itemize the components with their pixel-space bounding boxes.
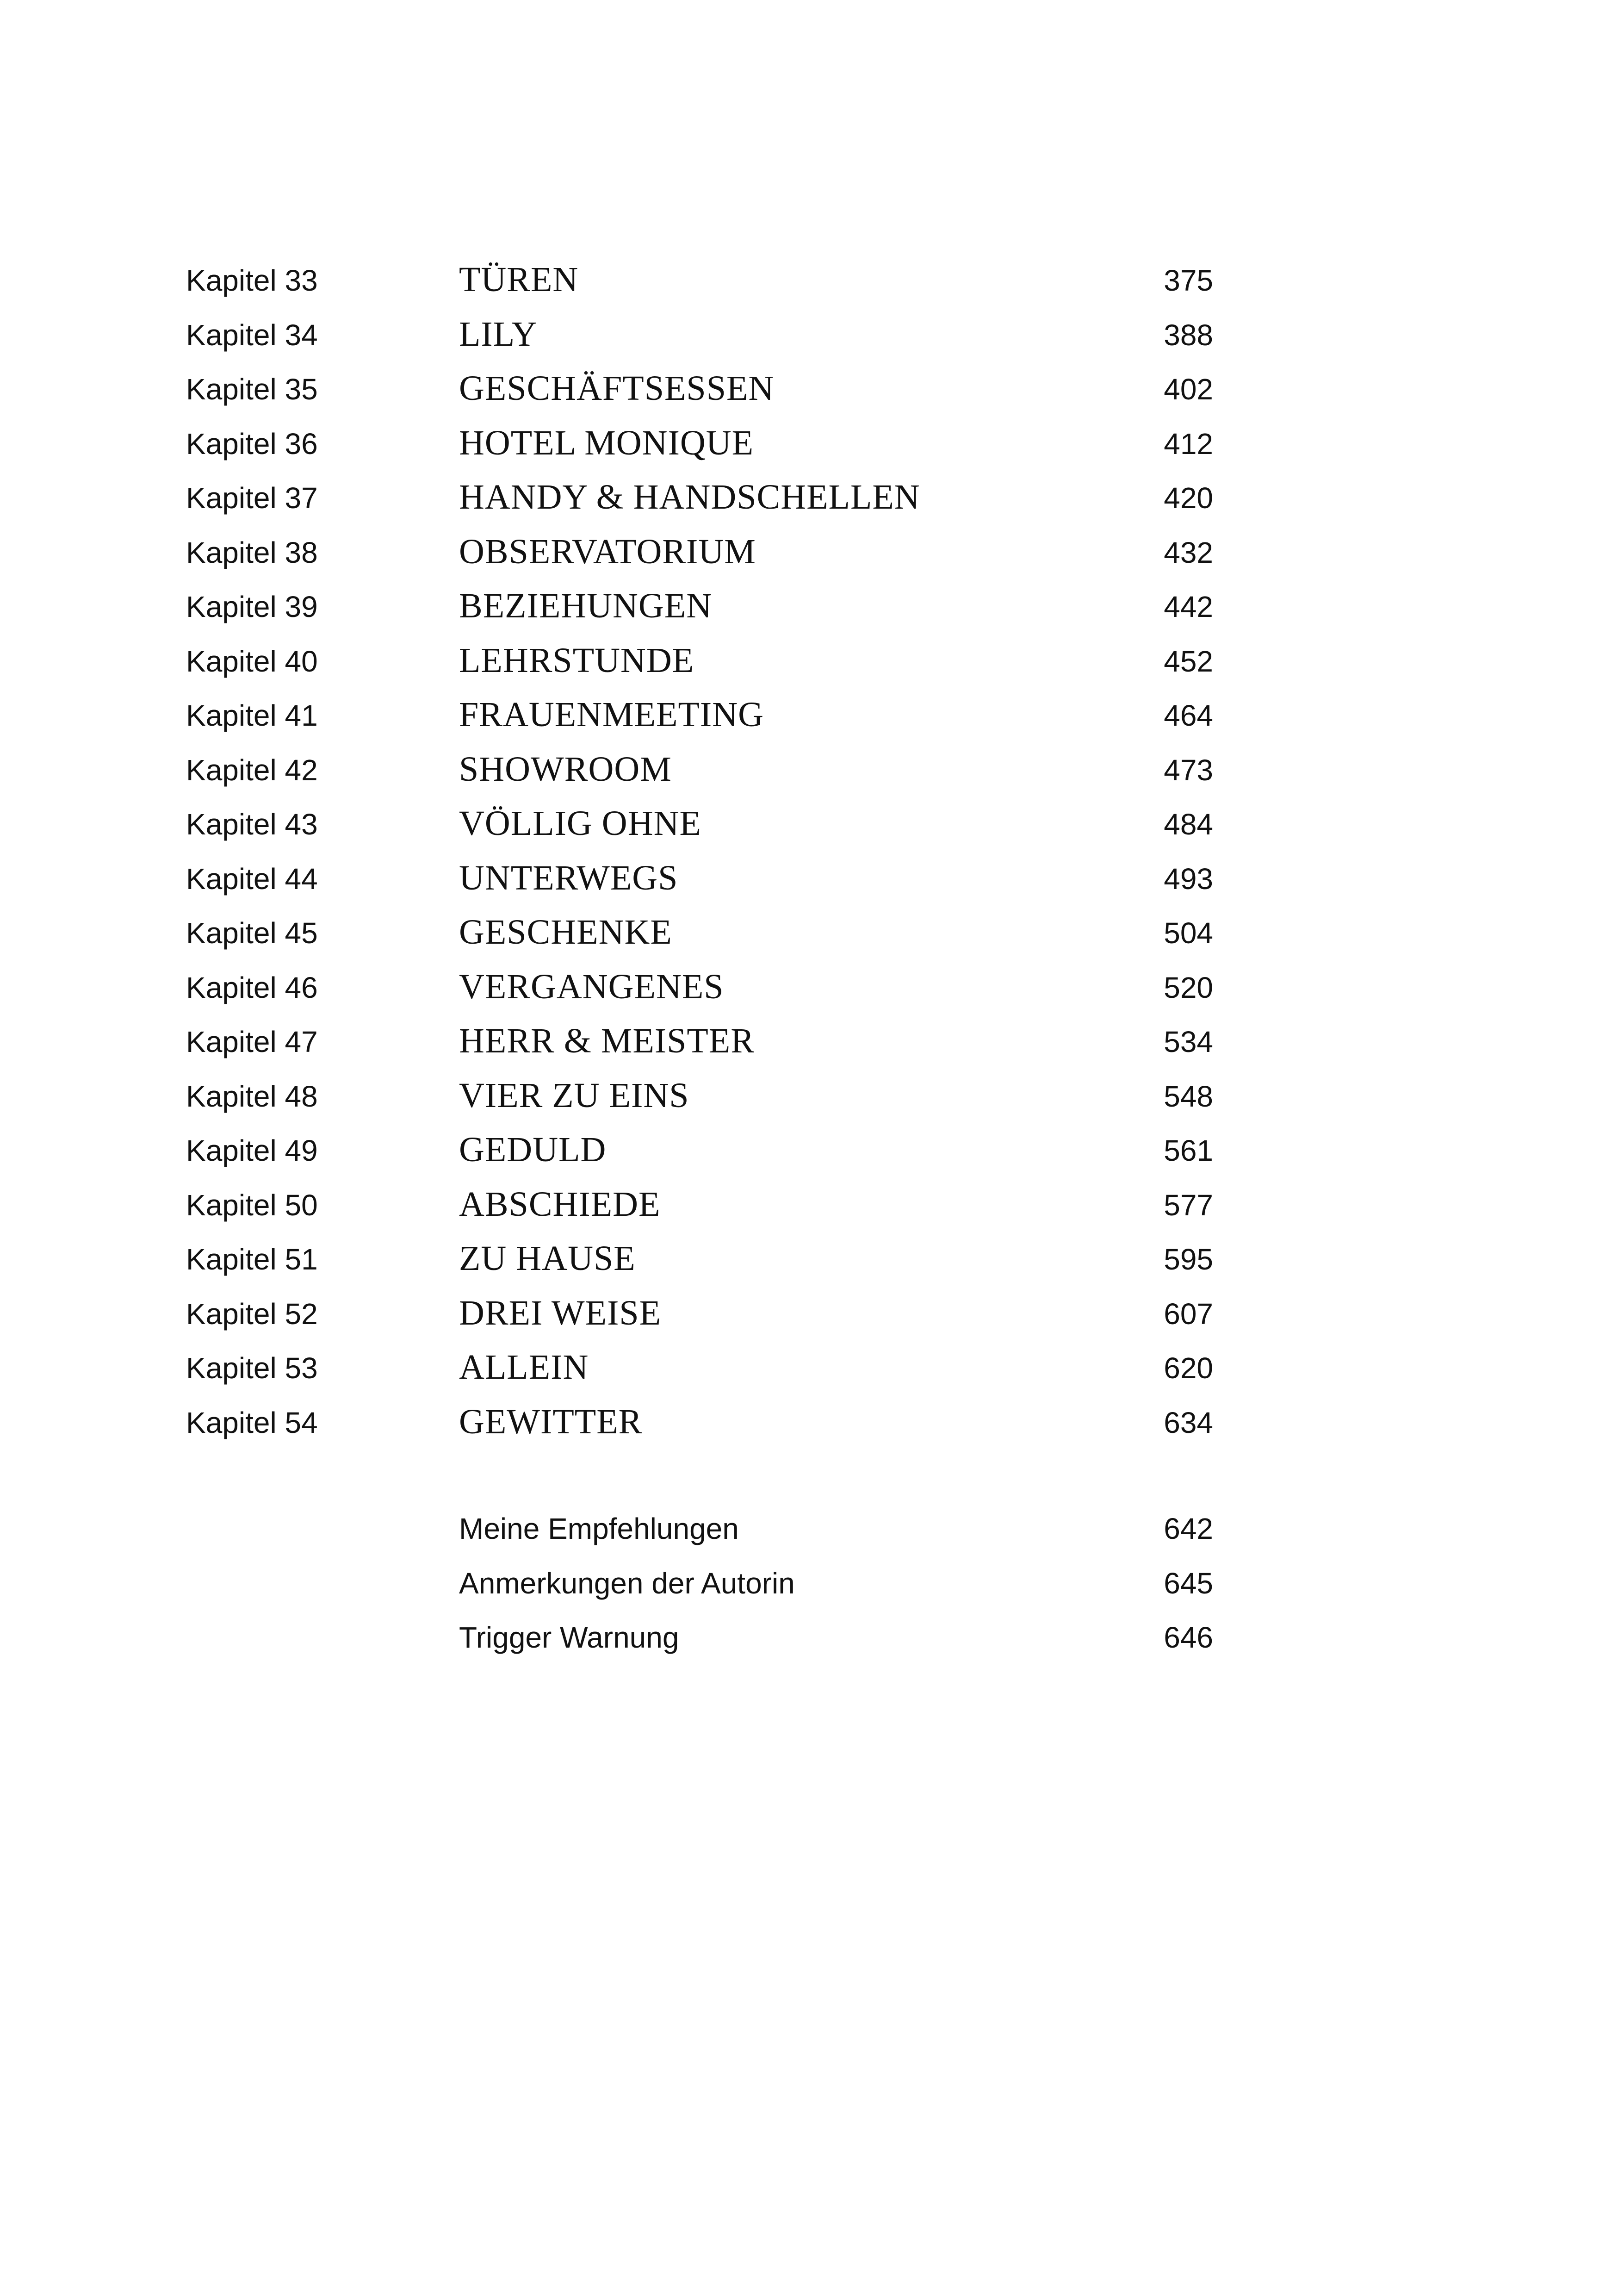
page-number: 504 — [1164, 916, 1213, 950]
chapter-title: ALLEIN — [459, 1348, 589, 1387]
page-number: 620 — [1164, 1351, 1213, 1385]
chapter-number: Kapitel 45 — [186, 916, 318, 950]
chapter-number: Kapitel 39 — [186, 590, 318, 623]
page-number: 452 — [1164, 644, 1213, 678]
chapter-number: Kapitel 40 — [186, 644, 318, 678]
chapter-number: Kapitel 36 — [186, 427, 318, 460]
toc-row — [186, 417, 1213, 472]
appendix-list — [186, 1502, 1213, 1665]
appendix-row — [186, 1502, 1213, 1556]
page-number: 484 — [1164, 808, 1213, 841]
toc-row — [186, 689, 1213, 743]
appendix-title: Anmerkungen der Autorin — [459, 1566, 795, 1600]
chapter-title: BEZIEHUNGEN — [459, 586, 713, 625]
chapter-title: VIER ZU EINS — [459, 1076, 689, 1115]
chapter-title: FRAUENMEETING — [459, 695, 764, 734]
chapter-title: OBSERVATORIUM — [459, 532, 756, 571]
chapter-title: HANDY & HANDSCHELLEN — [459, 478, 920, 516]
chapter-number: Kapitel 50 — [186, 1188, 318, 1222]
page-number: 642 — [1164, 1512, 1213, 1545]
chapter-title: LILY — [459, 314, 538, 354]
page-number: 412 — [1164, 427, 1213, 460]
table-of-contents — [186, 254, 1213, 1450]
page-number: 595 — [1164, 1243, 1213, 1276]
toc-row — [186, 1015, 1213, 1070]
page-number: 646 — [1164, 1621, 1213, 1654]
chapter-number: Kapitel 43 — [186, 808, 318, 841]
toc-row — [186, 1396, 1213, 1450]
toc-row — [186, 254, 1213, 308]
toc-row — [186, 1070, 1213, 1124]
page-number: 607 — [1164, 1297, 1213, 1331]
toc-row — [186, 526, 1213, 580]
page-number: 388 — [1164, 318, 1213, 352]
toc-row — [186, 635, 1213, 689]
chapter-title: HOTEL MONIQUE — [459, 423, 754, 462]
toc-row — [186, 1178, 1213, 1233]
chapter-number: Kapitel 54 — [186, 1406, 318, 1439]
page-number: 493 — [1164, 862, 1213, 896]
chapter-title: DREI WEISE — [459, 1293, 662, 1332]
toc-row — [186, 580, 1213, 635]
chapter-title: SHOWROOM — [459, 749, 672, 789]
toc-row — [186, 1232, 1213, 1287]
chapter-number: Kapitel 51 — [186, 1243, 318, 1276]
appendix-title: Meine Empfehlungen — [459, 1512, 739, 1545]
page-number: 442 — [1164, 590, 1213, 623]
toc-row — [186, 797, 1213, 852]
appendix-row — [186, 1556, 1213, 1611]
page-number: 402 — [1164, 373, 1213, 406]
page-number: 520 — [1164, 971, 1213, 1004]
chapter-title: GEDULD — [459, 1130, 607, 1169]
chapter-title: GEWITTER — [459, 1402, 643, 1441]
page-number: 634 — [1164, 1406, 1213, 1439]
page-number: 375 — [1164, 264, 1213, 297]
chapter-number: Kapitel 42 — [186, 753, 318, 787]
toc-row — [186, 852, 1213, 907]
chapter-number: Kapitel 37 — [186, 481, 318, 515]
chapter-title: GESCHÄFTSESSEN — [459, 369, 775, 408]
appendix-title: Trigger Warnung — [459, 1621, 679, 1654]
chapter-title: HERR & MEISTER — [459, 1021, 755, 1060]
toc-row — [186, 743, 1213, 798]
chapter-number: Kapitel 35 — [186, 373, 318, 406]
page-number: 420 — [1164, 481, 1213, 515]
toc-row — [186, 1341, 1213, 1396]
page-number: 534 — [1164, 1025, 1213, 1058]
page-number: 464 — [1164, 699, 1213, 732]
chapter-number: Kapitel 48 — [186, 1079, 318, 1113]
chapter-title: VERGANGENES — [459, 967, 724, 1006]
page-number: 548 — [1164, 1079, 1213, 1113]
chapter-number: Kapitel 34 — [186, 318, 318, 352]
toc-row — [186, 1124, 1213, 1178]
page-number: 645 — [1164, 1566, 1213, 1600]
toc-row — [186, 471, 1213, 526]
chapter-number: Kapitel 46 — [186, 971, 318, 1004]
page-number: 432 — [1164, 535, 1213, 569]
chapter-number: Kapitel 38 — [186, 535, 318, 569]
chapter-number: Kapitel 33 — [186, 264, 318, 297]
chapter-title: ZU HAUSE — [459, 1239, 636, 1278]
toc-row — [186, 308, 1213, 363]
chapter-number: Kapitel 49 — [186, 1134, 318, 1167]
chapter-number: Kapitel 44 — [186, 862, 318, 896]
chapter-number: Kapitel 41 — [186, 699, 318, 732]
chapter-number: Kapitel 53 — [186, 1351, 318, 1385]
toc-row — [186, 362, 1213, 417]
chapter-title: GESCHENKE — [459, 913, 672, 952]
toc-row — [186, 961, 1213, 1015]
chapter-title: TÜREN — [459, 260, 579, 299]
chapter-number: Kapitel 52 — [186, 1297, 318, 1331]
page-number: 473 — [1164, 753, 1213, 787]
chapter-title: ABSCHIEDE — [459, 1184, 661, 1224]
chapter-title: UNTERWEGS — [459, 858, 678, 897]
chapter-number: Kapitel 47 — [186, 1025, 318, 1058]
chapter-title: VÖLLIG OHNE — [459, 804, 701, 843]
appendix-row — [186, 1611, 1213, 1665]
toc-row — [186, 906, 1213, 961]
toc-row — [186, 1287, 1213, 1342]
page-number: 577 — [1164, 1188, 1213, 1222]
chapter-title: LEHRSTUNDE — [459, 641, 694, 680]
page-number: 561 — [1164, 1134, 1213, 1167]
